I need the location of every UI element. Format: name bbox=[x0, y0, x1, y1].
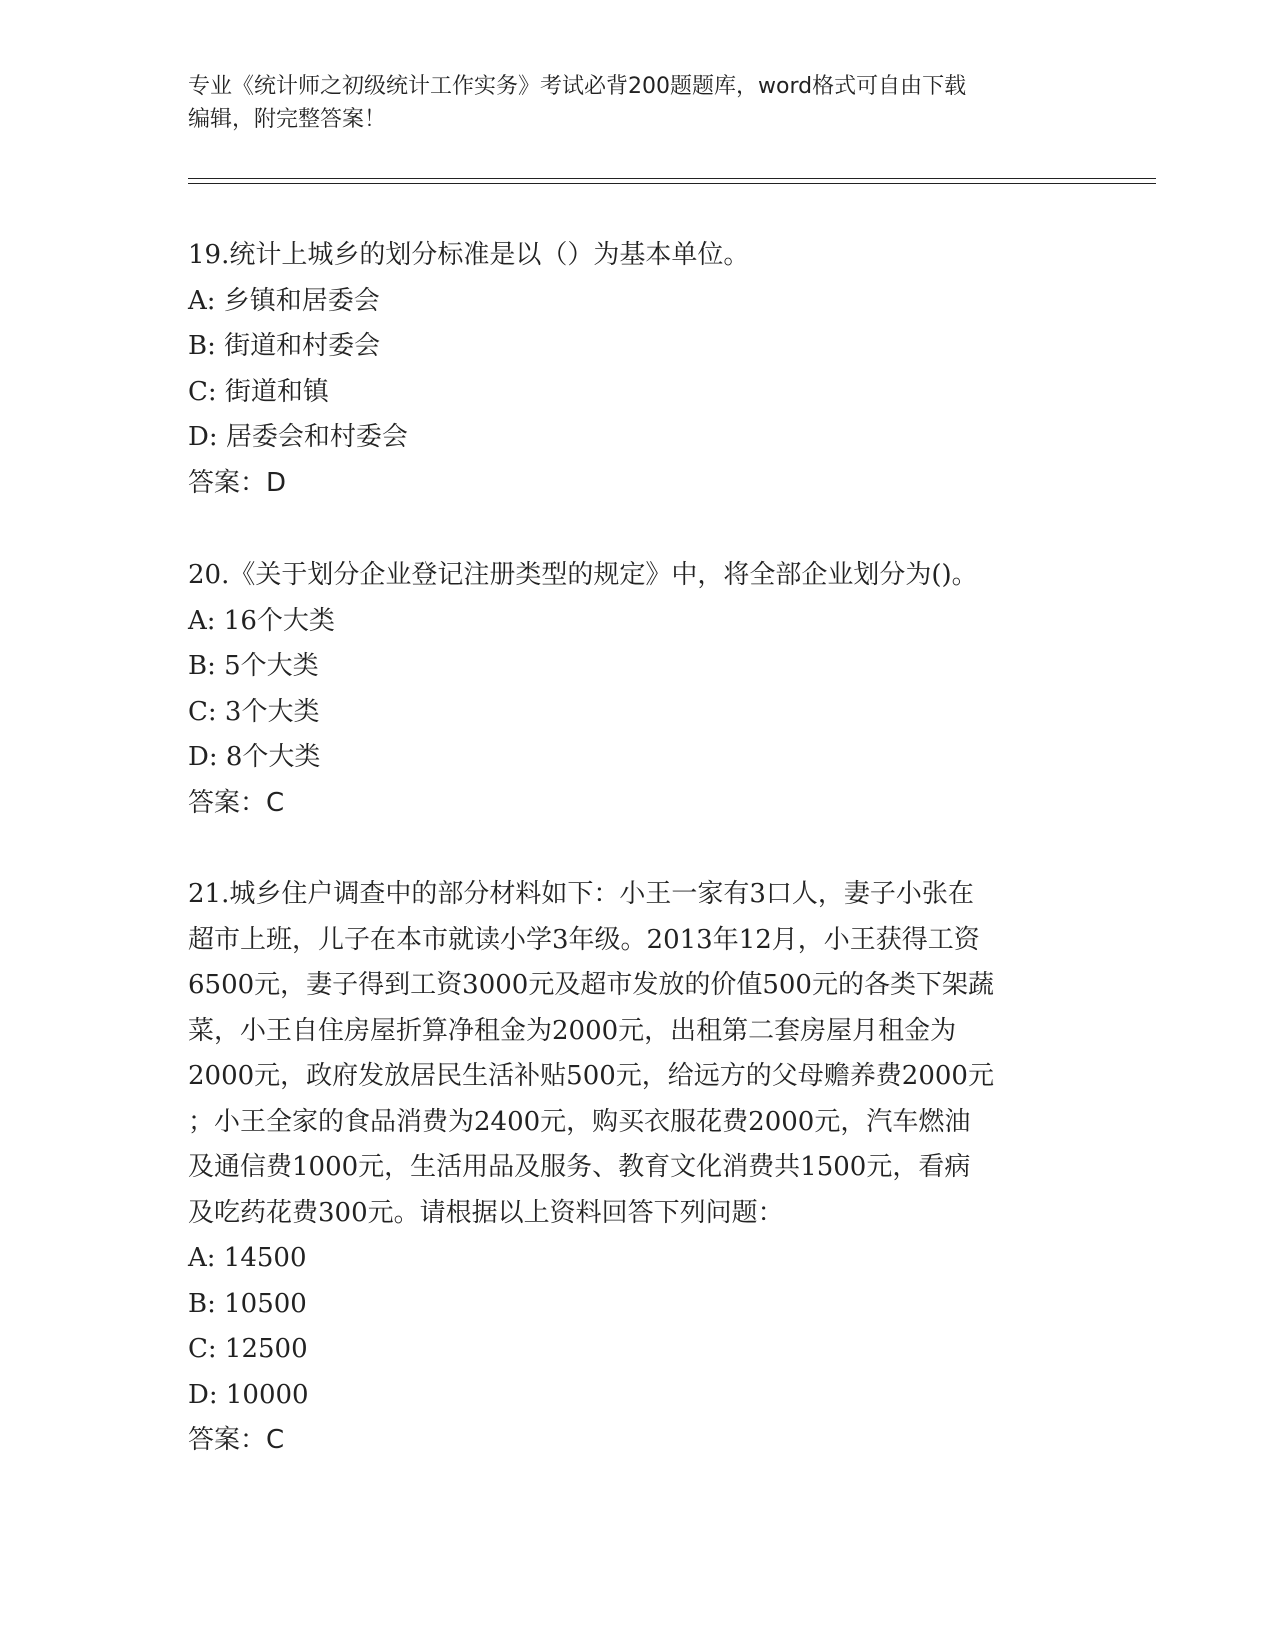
header-divider bbox=[188, 178, 1156, 179]
question-stem: 20.《关于划分企业登记注册类型的规定》中，将全部企业划分为()。 bbox=[188, 560, 978, 590]
question-stem: 19.统计上城乡的划分标准是以（）为基本单位。 bbox=[188, 240, 750, 270]
question-stem-line: 2000元，政府发放居民生活补贴500元，给远方的父母赡养费2000元 bbox=[188, 1061, 994, 1091]
option-c: C: 3个大类 bbox=[188, 696, 320, 727]
question-stem-line: 6500元，妻子得到工资3000元及超市发放的价值500元的各类下架蔬 bbox=[188, 970, 994, 1000]
answer: 答案：D bbox=[188, 467, 287, 498]
option-b: B: 10500 bbox=[188, 1288, 307, 1319]
question-stem-line: 及通信费1000元，生活用品及服务、教育文化消费共1500元，看病 bbox=[188, 1152, 971, 1182]
option-a: A: 乡镇和居委会 bbox=[188, 285, 380, 316]
question-stem-line: 菜，小王自住房屋折算净租金为2000元，出租第二套房屋月租金为 bbox=[188, 1015, 957, 1046]
header-line: 编辑，附完整答案！ bbox=[188, 107, 387, 132]
answer: 答案：C bbox=[188, 1425, 285, 1455]
question-21 bbox=[188, 872, 1088, 1464]
question-20 bbox=[188, 553, 1088, 826]
option-d: D: 8个大类 bbox=[188, 742, 321, 772]
question-stem-line: 超市上班，儿子在本市就读小学3年级。2013年12月，小王获得工资 bbox=[188, 924, 980, 955]
header-divider bbox=[188, 183, 1156, 184]
question-19 bbox=[188, 233, 1088, 506]
option-c: C: 街道和镇 bbox=[188, 376, 329, 407]
option-c: C: 12500 bbox=[188, 1334, 308, 1364]
option-b: B: 街道和村委会 bbox=[188, 331, 381, 361]
answer: 答案：C bbox=[188, 787, 285, 818]
option-a: A: 16个大类 bbox=[188, 605, 335, 636]
option-a: A: 14500 bbox=[188, 1243, 307, 1273]
option-d: D: 居委会和村委会 bbox=[188, 422, 408, 452]
question-stem-line: 21.城乡住户调查中的部分材料如下：小王一家有3口人，妻子小张在 bbox=[188, 879, 974, 909]
option-b: B: 5个大类 bbox=[188, 651, 319, 681]
question-stem-line: 及吃药花费300元。请根据以上资料回答下列问题： bbox=[188, 1197, 784, 1228]
document-header bbox=[188, 70, 1088, 136]
option-d: D: 10000 bbox=[188, 1379, 309, 1410]
question-stem-line: ；小王全家的食品消费为2400元，购买衣服花费2000元，汽车燃油 bbox=[188, 1106, 971, 1137]
header-line: 专业《统计师之初级统计工作实务》考试必背200题题库，word格式可自由下载 bbox=[188, 74, 967, 99]
